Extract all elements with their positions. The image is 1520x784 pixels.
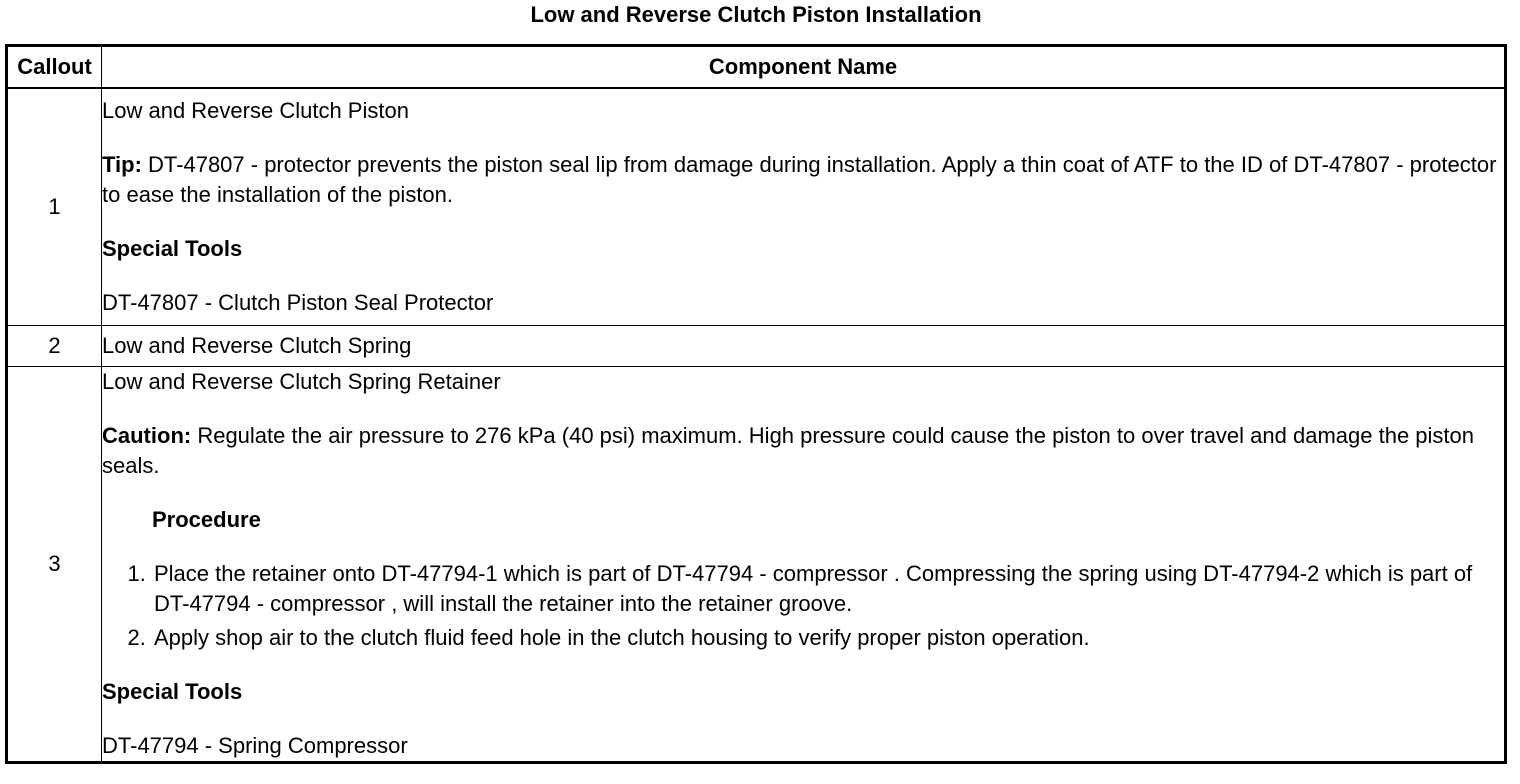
tip-note [102, 150, 1504, 210]
caution-text: Regulate the air pressure to 276 kPa (40 psi) maximum. High pressure could cause the piston to over travel and damage the piston seals. [102, 423, 1475, 478]
special-tool-item: DT-47794 - Spring Compressor [102, 733, 408, 758]
procedure-steps [102, 559, 1504, 653]
procedure-step: 1. Place the retainer onto DT-47794-1 which is part of DT-47794 - compressor . Compressing the spring using DT-47794-2 which is part of DT-47794 - compressor , will install the retainer into the retainer groove. [152, 559, 1504, 619]
table-row [7, 88, 1506, 326]
table-row [7, 367, 1506, 763]
table-row [7, 326, 1506, 367]
component-table [5, 44, 1507, 764]
component-name: Low and Reverse Clutch Spring Retainer [102, 369, 501, 394]
callout-number: 3 [7, 367, 102, 763]
component-cell [102, 367, 1506, 763]
component-name: Low and Reverse Clutch Piston [102, 98, 409, 123]
callout-column-header: Callout [7, 46, 102, 89]
component-cell [102, 326, 1506, 367]
procedure-step: 2. Apply shop air to the clutch fluid feed hole in the clutch housing to verify proper piston operation. [152, 623, 1504, 653]
special-tool-item: DT-47807 - Clutch Piston Seal Protector [102, 290, 494, 315]
component-name-column-header: Component Name [102, 46, 1506, 89]
component-cell [102, 88, 1506, 326]
component-name: Low and Reverse Clutch Spring [102, 333, 412, 358]
tip-label: Tip: [102, 152, 142, 177]
document-title: Low and Reverse Clutch Piston Installation [530, 2, 982, 27]
caution-label: Caution: [102, 423, 192, 448]
tip-text: DT-47807 - protector prevents the piston seal lip from damage during installation. Apply a thin coat of ATF to the ID of DT-47807 - protector to ease the installation of the piston. [102, 152, 1497, 207]
caution-note [102, 421, 1504, 481]
table-header-row [7, 46, 1506, 89]
procedure-heading: Procedure [152, 507, 261, 532]
callout-number: 2 [7, 326, 102, 367]
callout-number: 1 [7, 88, 102, 326]
special-tools-heading: Special Tools [102, 236, 243, 261]
special-tools-heading: Special Tools [102, 679, 243, 704]
